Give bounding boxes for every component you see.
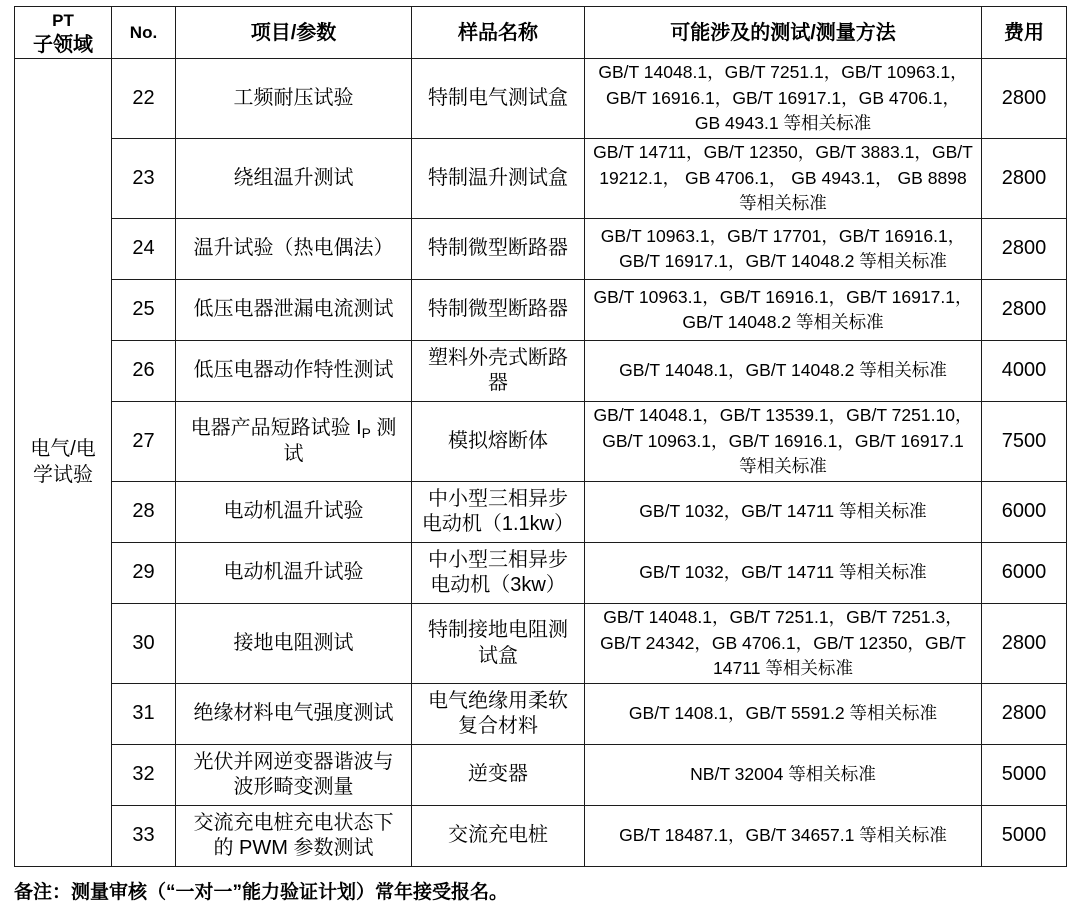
table-row: [15, 59, 1067, 139]
text-line: 绕组温升测试: [233, 166, 354, 189]
cell-methods: [585, 219, 982, 280]
cell-item: [176, 219, 412, 280]
cell-sample: [412, 482, 585, 543]
cell-fee: 5000: [982, 806, 1067, 867]
cell-fee: 6000: [982, 543, 1067, 604]
text-line: GB/T 10963.1，GB/T 16916.1，GB/T 16917.1: [602, 430, 964, 451]
text-segment: 测: [370, 417, 397, 439]
header-pt-subdomain: [15, 7, 112, 59]
cell-item: [176, 745, 412, 806]
cell-fee: 2800: [982, 219, 1067, 280]
text-line: 模拟熔断体: [448, 429, 548, 452]
text-line: 特制微型断路器: [428, 237, 568, 260]
cell-no: 31: [112, 684, 176, 745]
cell-item: [176, 402, 412, 482]
cell-item: [176, 482, 412, 543]
table-row: [15, 604, 1067, 684]
table-row: [15, 543, 1067, 604]
cell-fee: 4000: [982, 341, 1067, 402]
text-line: 电气/电: [30, 438, 96, 460]
subscript-text: P: [361, 425, 371, 441]
text-line: 特制电气测试盒: [428, 86, 568, 109]
text-line: 电动机（3kw）: [430, 574, 566, 596]
cell-no: 33: [112, 806, 176, 867]
text-line: 的 PWM 参数测试: [213, 837, 374, 859]
text-line: 中小型三相异步: [428, 487, 568, 510]
text-line: 接地电阻测试: [233, 631, 354, 654]
text-line: GB/T 16916.1，GB/T 16917.1，GB 4706.1，: [605, 87, 961, 108]
text-line: 复合材料: [458, 715, 538, 737]
table-head: [15, 7, 1067, 59]
header-methods: 可能涉及的测试/测量方法: [585, 7, 982, 59]
text-line: 低压电器泄漏电流测试: [193, 298, 394, 321]
cell-sample: [412, 745, 585, 806]
text-line: GB/T 1408.1，GB/T 5591.2 等相关标准: [628, 703, 938, 724]
cell-methods: [585, 280, 982, 341]
cell-methods: [585, 59, 982, 139]
text-line: GB/T 14048.1，GB/T 7251.1，GB/T 7251.3，: [603, 607, 963, 628]
text-line: GB/T 14048.1，GB/T 14048.2 等相关标准: [619, 360, 947, 381]
text-line: GB/T 10963.1，GB/T 16916.1，GB/T 16917.1，: [593, 286, 973, 307]
text-line: GB/T 14048.2 等相关标准: [682, 312, 884, 332]
cell-no: 27: [112, 402, 176, 482]
text-line: GB/T 1032，GB/T 14711 等相关标准: [639, 562, 927, 583]
cell-sample: [412, 341, 585, 402]
cell-item: [176, 341, 412, 402]
pt-test-table: [14, 6, 1067, 867]
header-fee: 费用: [982, 7, 1067, 59]
text-line: 光伏并网逆变器谐波与: [193, 750, 394, 773]
text-segment: 电器产品短路试验 I: [190, 417, 362, 439]
text-line: GB/T 14711，GB/T 12350，GB/T 3883.1，GB/T: [593, 142, 973, 163]
text-line: GB/T 16917.1，GB/T 14048.2 等相关标准: [619, 251, 947, 271]
cell-no: 22: [112, 59, 176, 139]
cell-methods: [585, 139, 982, 219]
cell-sample: [412, 280, 585, 341]
table-row: [15, 280, 1067, 341]
text-line: 温升试验（热电偶法）: [193, 237, 394, 260]
cell-methods: [585, 745, 982, 806]
text-line: GB/T 1032，GB/T 14711 等相关标准: [639, 501, 927, 522]
text-line: GB/T 14048.1，GB/T 13539.1，GB/T 7251.10，: [593, 405, 973, 426]
text-line: GB 4943.1 等相关标准: [694, 113, 872, 134]
cell-no: 30: [112, 604, 176, 684]
table-row: [15, 402, 1067, 482]
text-line: 电动机温升试验: [223, 500, 364, 523]
cell-item: [176, 806, 412, 867]
table-body: [15, 59, 1067, 867]
text-line: 逆变器: [468, 763, 528, 786]
header-item: 项目/参数: [176, 7, 412, 59]
text-line: 器: [488, 372, 508, 394]
text-line: [182, 416, 405, 442]
cell-pt-subdomain: [15, 59, 112, 867]
cell-no: 25: [112, 280, 176, 341]
text-line: GB/T 18487.1，GB/T 34657.1 等相关标准: [619, 825, 947, 846]
cell-fee: 2800: [982, 139, 1067, 219]
cell-sample: [412, 543, 585, 604]
cell-no: 26: [112, 341, 176, 402]
header-no: No.: [112, 7, 176, 59]
cell-no: 29: [112, 543, 176, 604]
text-line: NB/T 32004 等相关标准: [690, 764, 876, 785]
cell-item: [176, 280, 412, 341]
cell-fee: 7500: [982, 402, 1067, 482]
text-line: 电动机温升试验: [223, 561, 364, 584]
header-pt-line: PT: [52, 10, 74, 30]
table-row: [15, 341, 1067, 402]
cell-sample: [412, 684, 585, 745]
cell-fee: 2800: [982, 684, 1067, 745]
cell-sample: [412, 219, 585, 280]
text-line: 特制温升测试盒: [428, 166, 568, 189]
text-line: 绝缘材料电气强度测试: [193, 702, 394, 725]
text-line: 试: [283, 442, 304, 465]
text-line: 特制接地电阻测: [428, 619, 568, 641]
text-line: 交流充电桩充电状态下: [193, 811, 394, 834]
cell-item: [176, 59, 412, 139]
text-line: 低压电器动作特性测试: [193, 359, 394, 382]
cell-methods: [585, 604, 982, 684]
text-line: GB/T 14048.1，GB/T 7251.1，GB/T 10963.1，: [598, 62, 968, 83]
cell-no: 32: [112, 745, 176, 806]
header-subdomain-line: 子领域: [33, 33, 93, 56]
cell-no: 28: [112, 482, 176, 543]
text-line: GB/T 24342，GB 4706.1，GB/T 12350，GB/T: [600, 632, 966, 653]
cell-sample: [412, 59, 585, 139]
text-line: GB/T 10963.1，GB/T 17701，GB/T 16916.1，: [600, 225, 966, 246]
cell-fee: 6000: [982, 482, 1067, 543]
cell-sample: [412, 604, 585, 684]
cell-methods: [585, 806, 982, 867]
cell-methods: [585, 402, 982, 482]
table-row: [15, 745, 1067, 806]
text-line: 19212.1， GB 4706.1， GB 4943.1， GB 8898: [599, 167, 967, 188]
cell-fee: 2800: [982, 59, 1067, 139]
text-line: 塑料外壳式断路: [428, 346, 568, 369]
cell-fee: 5000: [982, 745, 1067, 806]
table-header-row: [15, 7, 1067, 59]
text-line: 试盒: [478, 644, 518, 667]
text-line: 波形畸变测量: [233, 776, 354, 798]
text-line: 等相关标准: [739, 193, 827, 214]
cell-no: 24: [112, 219, 176, 280]
text-line: 学试验: [33, 463, 93, 486]
cell-sample: [412, 806, 585, 867]
text-line: 电动机（1.1kw）: [421, 513, 575, 535]
text-line: 特制微型断路器: [428, 298, 568, 321]
text-line: 中小型三相异步: [428, 548, 568, 571]
table-row: [15, 219, 1067, 280]
text-line: 交流充电桩: [448, 824, 548, 847]
cell-item: [176, 543, 412, 604]
cell-methods: [585, 543, 982, 604]
text-line: 等相关标准: [739, 456, 827, 477]
cell-sample: [412, 402, 585, 482]
cell-sample: [412, 139, 585, 219]
table-row: [15, 806, 1067, 867]
cell-fee: 2800: [982, 280, 1067, 341]
cell-no: 23: [112, 139, 176, 219]
cell-methods: [585, 482, 982, 543]
text-line: 工频耐压试验: [233, 86, 354, 109]
header-sample: 样品名称: [412, 7, 585, 59]
text-line: 电气绝缘用柔软: [428, 689, 568, 712]
cell-fee: 2800: [982, 604, 1067, 684]
cell-item: [176, 684, 412, 745]
cell-item: [176, 604, 412, 684]
text-line: 14711 等相关标准: [713, 658, 853, 679]
cell-methods: [585, 341, 982, 402]
footnote-remark: 备注：测量审核（“一对一”能力验证计划）常年接受报名。: [14, 882, 509, 903]
cell-methods: [585, 684, 982, 745]
cell-item: [176, 139, 412, 219]
table-row: [15, 482, 1067, 543]
table-row: [15, 684, 1067, 745]
table-row: [15, 139, 1067, 219]
